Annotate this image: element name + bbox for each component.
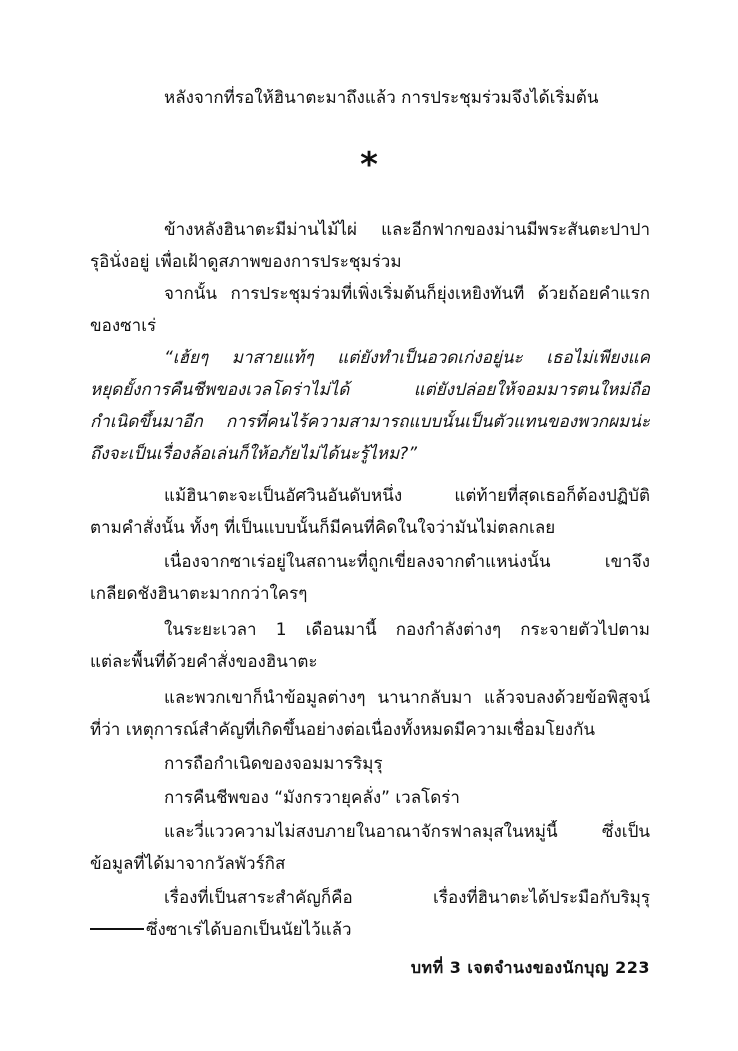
paragraph-line: รุอินั่งอยู่ เพื่อเฝ้าดูสภาพของการประชุมร่วม [90,252,402,272]
paragraph-line: แต่ละพื้นที่ด้วยคำสั่งของฮินาตะ [90,652,318,672]
scene-break-asterisk: * [360,145,378,185]
paragraph-line: ในระยะเวลา 1 เดือนมานี้ กองกำลังต่างๆ กระจายตัวไปตาม [164,620,650,640]
em-dash-rule [90,928,144,930]
dialogue-line: ถึงจะเป็นเรื่องล้อเล่นก็ให้อภัยไม่ได้นะรู้ไหม?” [90,444,418,464]
paragraph-line: ที่ว่า เหตุการณ์สำคัญที่เกิดขึ้นอย่างต่อเนื่องทั้งหมดมีความเชื่อมโยงกัน [90,720,595,740]
paragraph-line: แม้ฮินาตะจะเป็นอัศวินอันดับหนึ่ง แต่ท้ายที่สุดเธอก็ต้องปฏิบัติ [164,486,650,506]
paragraph-line: และวี่แววความไม่สงบภายในอาณาจักรฟาลมุสในหมู่นี้ ซึ่งเป็น [164,822,650,842]
dialogue-line: กำเนิดขึ้นมาอีก การที่คนไร้ความสามารถแบบนั้นเป็นตัวแทนของพวกผมน่ะ [90,412,650,432]
paragraph-line: ข้างหลังฮินาตะมีม่านไม้ไผ่ และอีกฟากของม่านมีพระสันตะปาปา [164,220,650,240]
paragraph-line: ตามคำสั่งนั้น ทั้งๆ ที่เป็นแบบนั้นก็มีคนที่คิดในใจว่ามันไม่ตลกเลย [90,518,556,538]
paragraph-line: และพวกเขาก็นำข้อมูลต่างๆ นานากลับมา แล้วจบลงด้วยข้อพิสูจน์ [164,688,650,708]
paragraph-line: เนื่องจากซาเร่อยู่ในสถานะที่ถูกเขี่ยลงจากตำแหน่งนั้น เขาจึง [164,552,650,572]
paragraph-line-text: ซึ่งซาเร่ได้บอกเป็นนัยไว้แล้ว [146,920,352,940]
dialogue-line: หยุดยั้งการคืนชีพของเวลโดร่าไม่ได้ แต่ยังปล่อยให้จอมมารตนใหม่ถือ [90,380,650,400]
paragraph-line: จากนั้น การประชุมร่วมที่เพิ่งเริ่มต้นก็ยุ่งเหยิงทันที ด้วยถ้อยคำแรก [164,284,650,304]
paragraph-line: เรื่องที่เป็นสาระสำคัญก็คือ เรื่องที่ฮินาตะได้ประมือกับริมุรุ [164,888,650,908]
paragraph-line-with-dash [90,918,650,942]
page-footer: บทที่ 3 เจตจำนงของนักบุญ 223 [410,958,650,977]
dialogue-line: “เฮ้ยๆ มาสายแท้ๆ แต่ยังทำเป็นอวดเก่งอยู่นะ เธอไม่เพียงแค่ [164,348,650,368]
opening-line: หลังจากที่รอให้ฮินาตะมาถึงแล้ว การประชุมร่วมจึงได้เริ่มต้น [164,88,599,108]
paragraph-line: ของซาเร่ [90,316,157,336]
paragraph-line: การคืนชีพของ “มังกรวายุคลั่ง” เวลโดร่า [164,788,460,808]
paragraph-line: เกลียดชังฮินาตะมากกว่าใครๆ [90,584,308,604]
paragraph-line: การถือกำเนิดของจอมมารริมุรุ [164,754,383,774]
paragraph-line: ข้อมูลที่ได้มาจากวัลพัวร์กิส [90,854,286,874]
